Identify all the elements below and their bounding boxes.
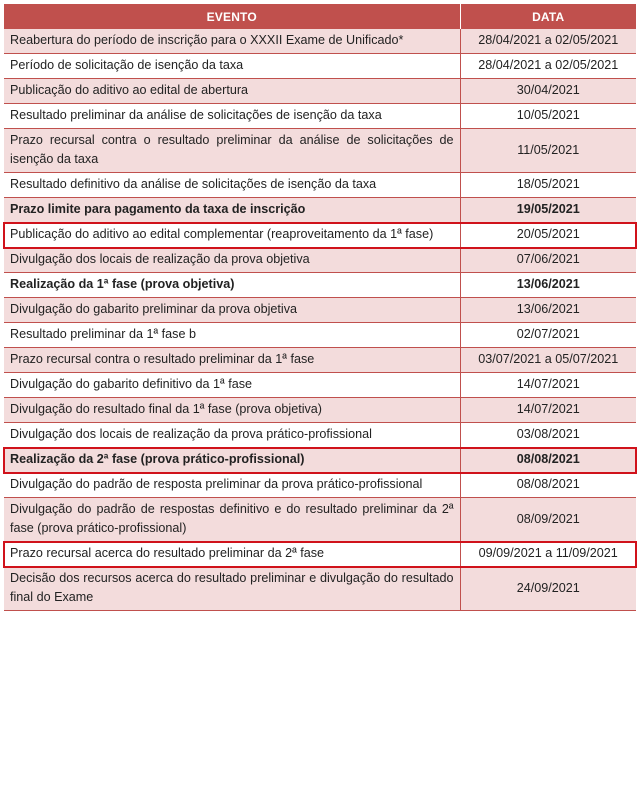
date-cell: 20/05/2021 <box>460 223 636 248</box>
table-row <box>4 104 636 129</box>
table-header-row <box>4 4 636 29</box>
date-cell: 14/07/2021 <box>460 398 636 423</box>
event-cell: Resultado preliminar da 1ª fase b <box>4 323 460 348</box>
table-row <box>4 498 636 542</box>
date-cell: 08/09/2021 <box>460 498 636 542</box>
date-cell: 13/06/2021 <box>460 298 636 323</box>
date-cell: 19/05/2021 <box>460 198 636 223</box>
table-row <box>4 198 636 223</box>
date-cell: 24/09/2021 <box>460 567 636 611</box>
table-row <box>4 473 636 498</box>
event-cell: Divulgação do gabarito definitivo da 1ª fase <box>4 373 460 398</box>
event-cell: Divulgação dos locais de realização da prova prático-profissional <box>4 423 460 448</box>
date-cell: 28/04/2021 a 02/05/2021 <box>460 54 636 79</box>
date-cell: 28/04/2021 a 02/05/2021 <box>460 29 636 54</box>
table-row <box>4 348 636 373</box>
table-row <box>4 223 636 248</box>
table-row <box>4 273 636 298</box>
event-cell: Prazo recursal contra o resultado preliminar da análise de solicitações de isenção da taxa <box>4 129 460 173</box>
date-column-header: DATA <box>460 4 636 29</box>
date-cell: 03/07/2021 a 05/07/2021 <box>460 348 636 373</box>
date-cell: 18/05/2021 <box>460 173 636 198</box>
date-cell: 13/06/2021 <box>460 273 636 298</box>
event-cell: Decisão dos recursos acerca do resultado preliminar e divulgação do resultado final do Exame <box>4 567 460 611</box>
event-column-header: EVENTO <box>4 4 460 29</box>
table-row <box>4 542 636 567</box>
table-row <box>4 79 636 104</box>
event-cell: Período de solicitação de isenção da taxa <box>4 54 460 79</box>
table-row <box>4 398 636 423</box>
event-cell: Reabertura do período de inscrição para o XXXII Exame de Unificado* <box>4 29 460 54</box>
table-row <box>4 423 636 448</box>
event-cell: Realização da 2ª fase (prova prático-profissional) <box>4 448 460 473</box>
table-row <box>4 567 636 611</box>
date-cell: 07/06/2021 <box>460 248 636 273</box>
table-row <box>4 129 636 173</box>
event-cell: Publicação do aditivo ao edital de abertura <box>4 79 460 104</box>
event-cell: Divulgação do resultado final da 1ª fase (prova objetiva) <box>4 398 460 423</box>
table-row <box>4 54 636 79</box>
date-cell: 09/09/2021 a 11/09/2021 <box>460 542 636 567</box>
table-row <box>4 29 636 54</box>
date-cell: 08/08/2021 <box>460 448 636 473</box>
table-row <box>4 373 636 398</box>
event-cell: Prazo recursal contra o resultado preliminar da 1ª fase <box>4 348 460 373</box>
event-cell: Divulgação do padrão de respostas definitivo e do resultado preliminar da 2ª fase (prova prático-profissional) <box>4 498 460 542</box>
table-row <box>4 173 636 198</box>
event-cell: Publicação do aditivo ao edital complementar (reaproveitamento da 1ª fase) <box>4 223 460 248</box>
event-cell: Divulgação do gabarito preliminar da prova objetiva <box>4 298 460 323</box>
date-cell: 10/05/2021 <box>460 104 636 129</box>
table-row <box>4 298 636 323</box>
event-cell: Divulgação do padrão de resposta preliminar da prova prático-profissional <box>4 473 460 498</box>
event-cell: Realização da 1ª fase (prova objetiva) <box>4 273 460 298</box>
event-cell: Resultado preliminar da análise de solicitações de isenção da taxa <box>4 104 460 129</box>
event-cell: Prazo limite para pagamento da taxa de inscrição <box>4 198 460 223</box>
table-row <box>4 448 636 473</box>
exam-schedule-table <box>4 4 636 611</box>
date-cell: 30/04/2021 <box>460 79 636 104</box>
date-cell: 08/08/2021 <box>460 473 636 498</box>
event-cell: Prazo recursal acerca do resultado preliminar da 2ª fase <box>4 542 460 567</box>
event-cell: Divulgação dos locais de realização da prova objetiva <box>4 248 460 273</box>
table-row <box>4 323 636 348</box>
date-cell: 11/05/2021 <box>460 129 636 173</box>
date-cell: 14/07/2021 <box>460 373 636 398</box>
date-cell: 03/08/2021 <box>460 423 636 448</box>
table-row <box>4 248 636 273</box>
event-cell: Resultado definitivo da análise de solicitações de isenção da taxa <box>4 173 460 198</box>
date-cell: 02/07/2021 <box>460 323 636 348</box>
